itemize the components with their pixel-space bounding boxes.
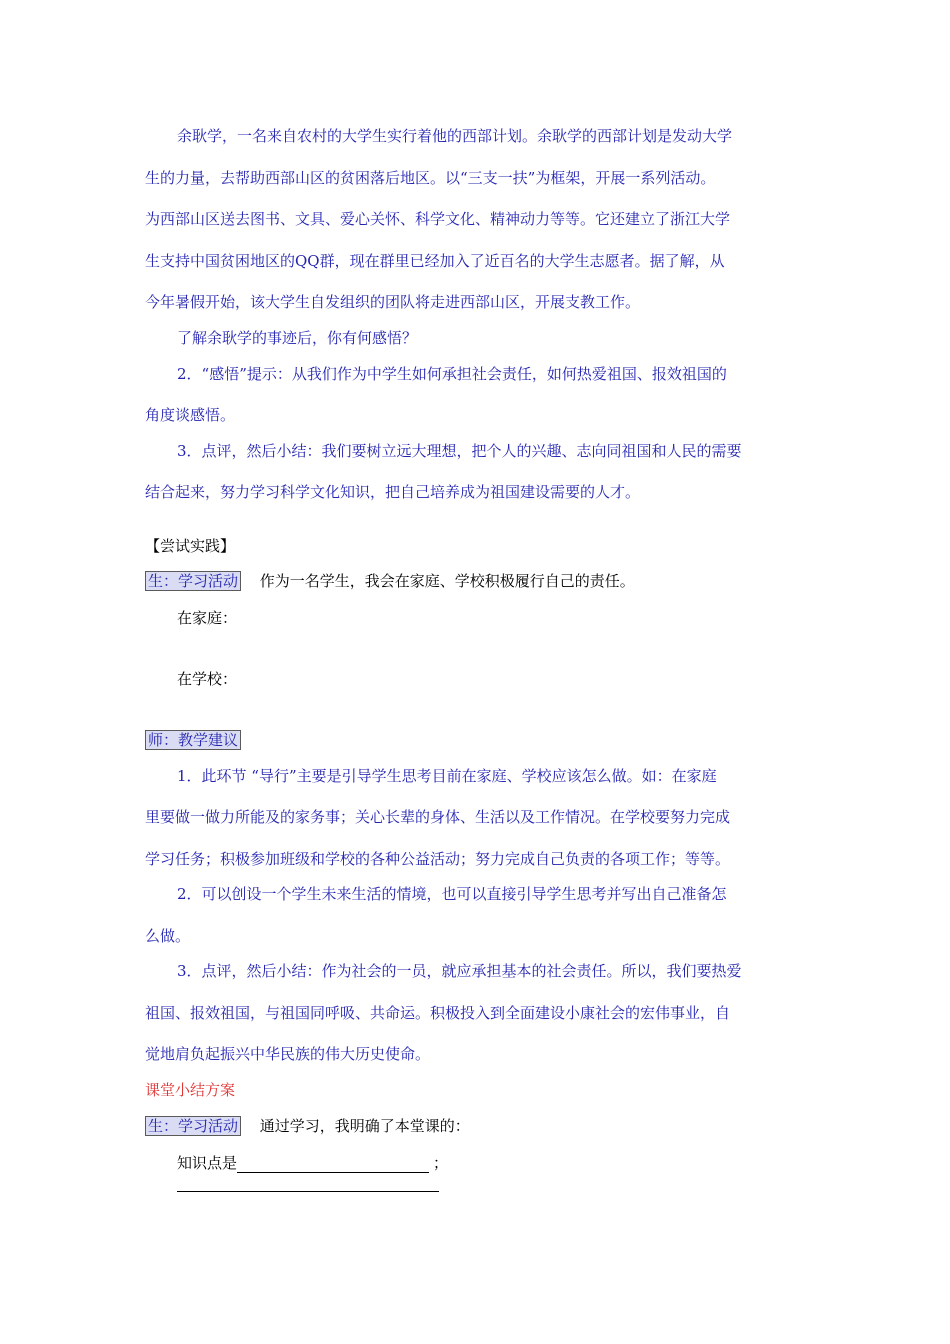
summary-student-text: 通过学习，我明确了本堂课的： xyxy=(259,1117,470,1135)
class-summary-heading: 课堂小结方案 xyxy=(145,1081,236,1099)
answer-blank-row xyxy=(177,1172,439,1192)
practice-student-text: 作为一名学生，我会在家庭、学校积极履行自己的责任。 xyxy=(259,572,635,590)
teacher-row xyxy=(145,730,241,750)
story-line-4: 生支持中国贫困地区的QQ群，现在群里已经加入了近百名的大学生志愿者。据了解，从 xyxy=(145,252,725,270)
tip-line-2: 角度谈感悟。 xyxy=(145,406,236,424)
practice-student-row xyxy=(145,571,635,591)
story-summary-line-2: 结合起来，努力学习科学文化知识，把自己培养成为祖国建设需要的人才。 xyxy=(145,483,641,501)
teacher-suggestion-tag: 师：教学建议 xyxy=(145,730,241,750)
story-line-5: 今年暑假开始，该大学生自发组织的团队将走进西部山区，开展支教工作。 xyxy=(145,293,641,311)
suggestion-1-line-3: 学习任务；积极参加班级和学校的各种公益活动；努力完成自己负责的各项工作；等等。 xyxy=(145,850,731,868)
tip-line-1: 2．“感悟”提示：从我们作为中学生如何承担社会责任，如何热爱祖国、报效祖国的 xyxy=(177,365,727,383)
knowledge-end: ； xyxy=(433,1154,449,1172)
story-line-3: 为西部山区送去图书、文具、爱心关怀、科学文化、精神动力等等。它还建立了浙江大学 xyxy=(145,210,731,228)
story-summary-line-1: 3．点评，然后小结：我们要树立远大理想，把个人的兴趣、志向同祖国和人民的需要 xyxy=(177,442,742,460)
at-school-label: 在学校： xyxy=(177,670,238,688)
knowledge-blank[interactable] xyxy=(237,1156,429,1173)
suggestion-3-line-2: 祖国、报效祖国，与祖国同呼吸、共命运。积极投入到全面建设小康社会的宏伟事业，自 xyxy=(145,1004,731,1022)
summary-student-tag: 生：学习活动 xyxy=(145,1116,241,1136)
suggestion-3-line-3: 觉地肩负起振兴中华民族的伟大历史使命。 xyxy=(145,1045,431,1063)
practice-heading: 【尝试实践】 xyxy=(145,537,236,555)
story-line-1: 余耿学，一名来自农村的大学生实行着他的西部计划。余耿学的西部计划是发动大学 xyxy=(177,127,733,145)
suggestion-3-line-1: 3．点评，然后小结：作为社会的一员，就应承担基本的社会责任。所以，我们要热爱 xyxy=(177,962,742,980)
suggestion-1-line-1: 1．此环节 “导行”主要是引导学生思考目前在家庭、学校应该怎么做。如：在家庭 xyxy=(177,767,717,785)
suggestion-2-line-2: 么做。 xyxy=(145,927,191,945)
at-home-label: 在家庭： xyxy=(177,609,238,627)
knowledge-row xyxy=(177,1153,448,1173)
summary-student-row xyxy=(145,1116,470,1136)
answer-blank[interactable] xyxy=(177,1175,439,1192)
knowledge-label: 知识点是 xyxy=(177,1154,238,1172)
story-line-2: 生的力量，去帮助西部山区的贫困落后地区。以“三支一扶”为框架，开展一系列活动。 xyxy=(145,169,716,187)
story-question: 了解余耿学的事迹后，你有何感悟？ xyxy=(177,329,418,347)
suggestion-2-line-1: 2．可以创设一个学生未来生活的情境，也可以直接引导学生思考并写出自己准备怎 xyxy=(177,885,727,903)
suggestion-1-line-2: 里要做一做力所能及的家务事；关心长辈的身体、生活以及工作情况。在学校要努力完成 xyxy=(145,808,731,826)
student-activity-tag: 生：学习活动 xyxy=(145,571,241,591)
